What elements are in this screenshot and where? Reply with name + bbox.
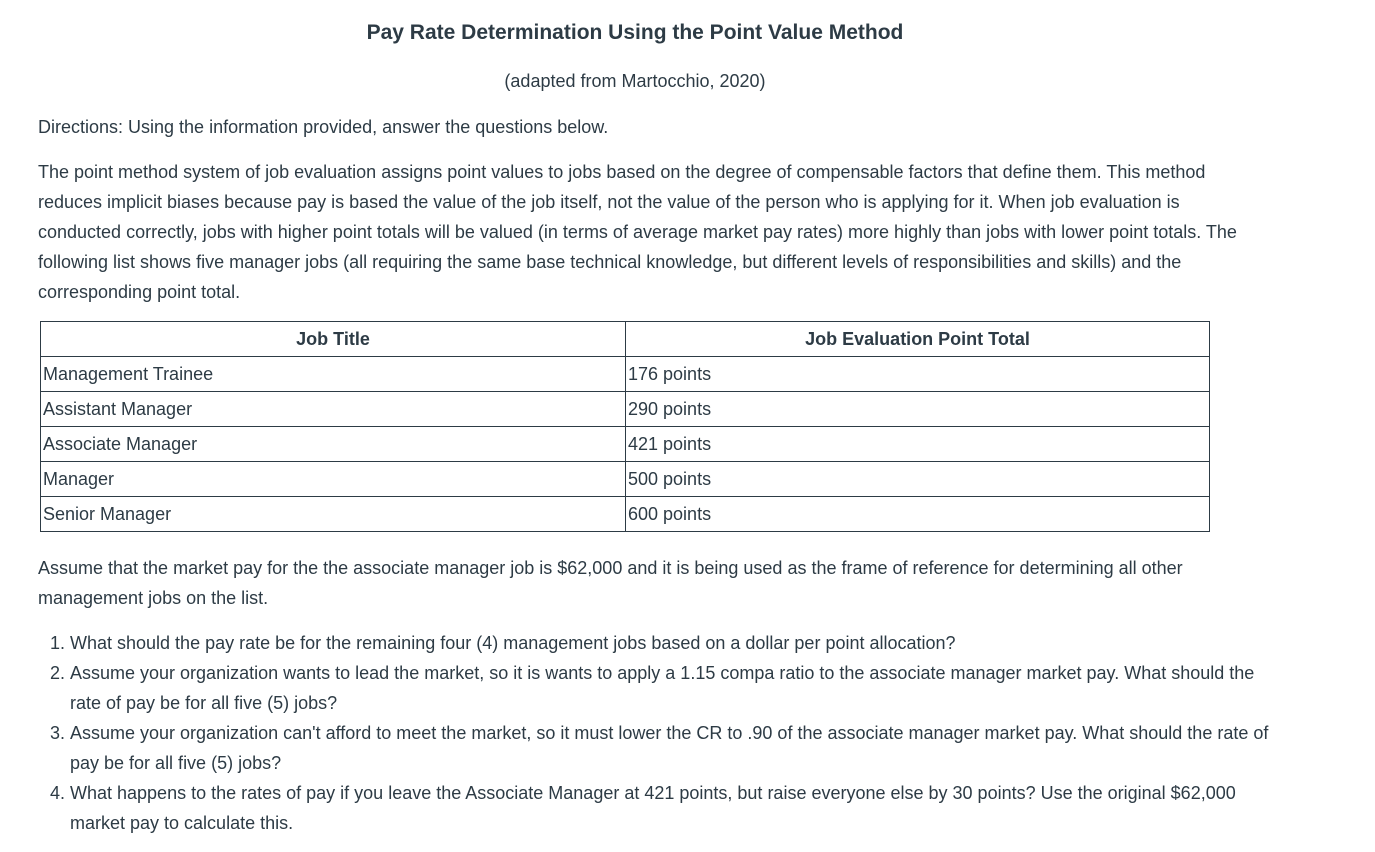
table-row <box>41 427 1210 462</box>
job-title-cell: Assistant Manager <box>41 392 626 427</box>
assumption-paragraph: Assume that the market pay for the the associate manager job is $62,000 and it is being used as the frame of reference for determining all other management jobs on the list. <box>38 558 1183 608</box>
question-item: 4. What happens to the rates of pay if you leave the Associate Manager at 421 points, but raise everyone else by 30 points? Use the original $62,000 market pay to calculate this. <box>70 778 1270 838</box>
points-cell: 176 points <box>626 357 1210 392</box>
job-title-cell: Senior Manager <box>41 497 626 532</box>
points-cell: 421 points <box>626 427 1210 462</box>
points-cell: 600 points <box>626 497 1210 532</box>
job-title-cell: Manager <box>41 462 626 497</box>
points-cell: 500 points <box>626 462 1210 497</box>
job-title-cell: Associate Manager <box>41 427 626 462</box>
directions-text: Directions: Using the information provided, answer the questions below. <box>38 117 609 137</box>
questions-list <box>38 628 1270 838</box>
question-item: 3. Assume your organization can't afford to meet the market, so it must lower the CR to .90 of the associate manager market pay. What should the rate of pay be for all five (5) jobs? <box>70 718 1270 778</box>
table-header-row <box>41 322 1210 357</box>
job-title-cell: Management Trainee <box>41 357 626 392</box>
header-job-title: Job Title <box>41 322 626 357</box>
page-subtitle: (adapted from Martocchio, 2020) <box>504 71 766 91</box>
page-title: Pay Rate Determination Using the Point Value Method <box>366 21 904 44</box>
table-row <box>41 497 1210 532</box>
header-point-total: Job Evaluation Point Total <box>626 322 1210 357</box>
table-row <box>41 462 1210 497</box>
question-item: 1. What should the pay rate be for the remaining four (4) management jobs based on a dollar per point allocation? <box>70 628 1270 658</box>
points-cell: 290 points <box>626 392 1210 427</box>
intro-paragraph: The point method system of job evaluation assigns point values to jobs based on the degree of compensable factors that define them. This method reduces implicit biases because pay is based the value of the job itself, not the value of the person who is applying for it. When job evaluation is conducted correctly, jobs with higher point totals will be valued (in terms of average market pay rates) more highly than jobs with lower point totals. The following list shows five manager jobs (all requiring the same base technical knowledge, but different levels of responsibilities and skills) and the corresponding point total. <box>38 162 1237 302</box>
job-points-table <box>40 321 1210 532</box>
table-row <box>41 392 1210 427</box>
table-row <box>41 357 1210 392</box>
question-item: 2. Assume your organization wants to lead the market, so it is wants to apply a 1.15 compa ratio to the associate manager market pay. What should the rate of pay be for all five (5) jobs? <box>70 658 1270 718</box>
